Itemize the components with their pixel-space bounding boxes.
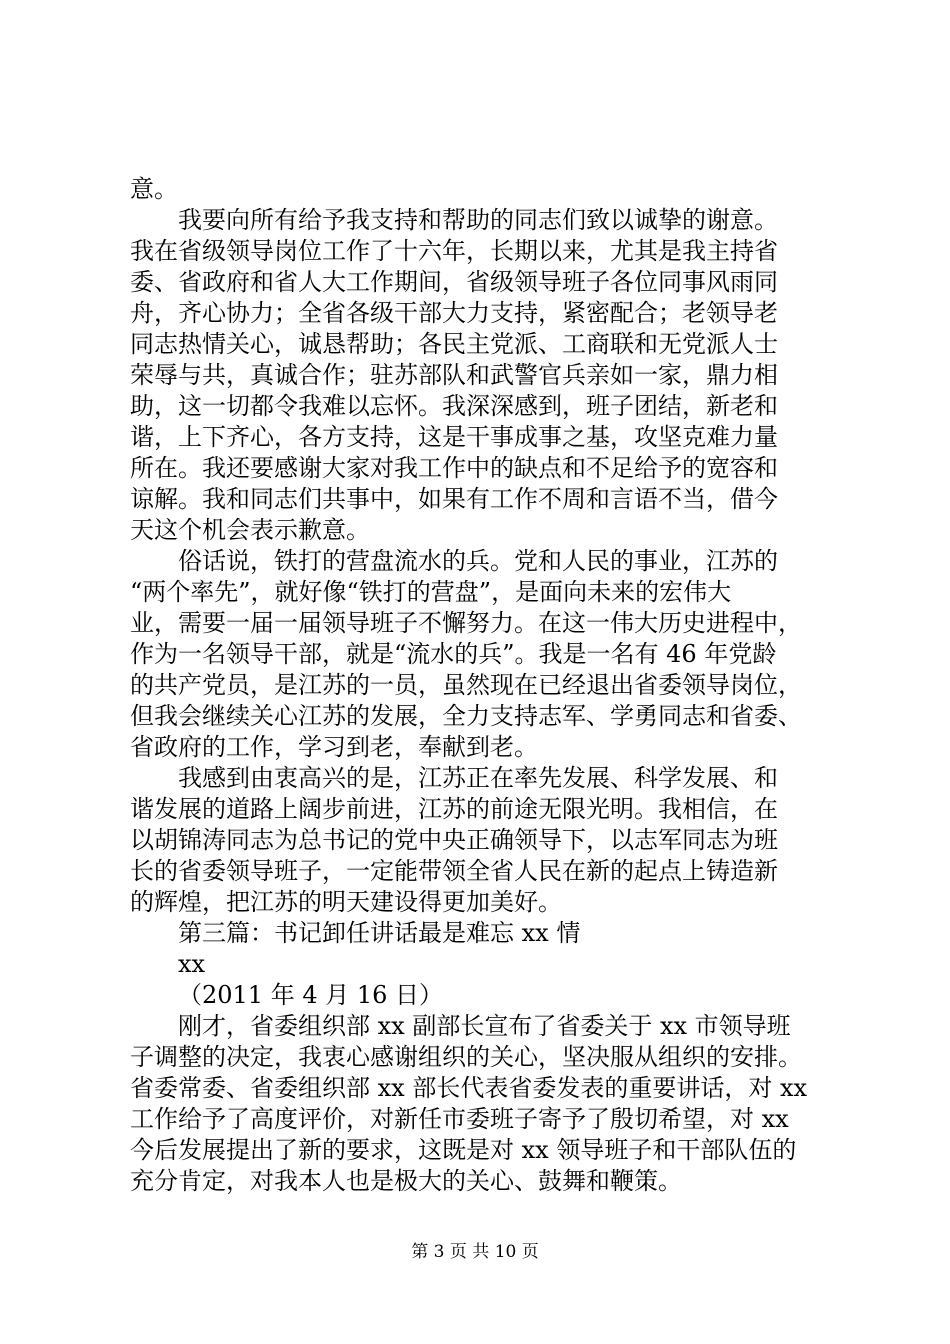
speaker-name: xx [178, 950, 206, 978]
text-line: 的共产党员，是江苏的一员，虽然现在已经退出省委领导岗位， [130, 671, 802, 699]
text-line: 长的省委领导班子，一定能带领全省人民在新的起点上铸造新 [130, 857, 778, 885]
text-line: 但我会继续关心江苏的发展，全力支持志军、学勇同志和省委、 [130, 702, 802, 730]
text-line: 所在。我还要感谢大家对我工作中的缺点和不足给予的宽容和 [130, 454, 778, 482]
text-line: 的辉煌，把江苏的明天建设得更加美好。 [130, 888, 562, 916]
text-line: 谅解。我和同志们共事中，如果有工作不周和言语不当，借今 [130, 485, 778, 513]
text-line: “两个率先”，就好像“铁打的营盘”，是面向未来的宏伟大 [130, 578, 732, 606]
text-line: 作为一名领导干部，就是“流水的兵”。我是一名有 46 年党龄 [130, 640, 777, 668]
text-line: 工作给予了高度评价，对新任市委班子寄予了殷切希望，对 xx [130, 1105, 789, 1133]
text-line: 舟，齐心协力；全省各级干部大力支持，紧密配合；老领导老 [130, 299, 778, 327]
text-line: 意。 [130, 175, 178, 203]
paragraph-start: 俗话说，铁打的营盘流水的兵。党和人民的事业，江苏的 [178, 547, 778, 575]
text-line: 充分肯定，对我本人也是极大的关心、鼓舞和鞭策。 [130, 1167, 682, 1195]
text-line: 天这个机会表示歉意。 [130, 516, 370, 544]
document-body [130, 174, 850, 1197]
text-line: 同志热情关心，诚恳帮助；各民主党派、工商联和无党派人士 [130, 330, 778, 358]
page-footer: 第 3 页 共 10 页 [411, 1242, 539, 1262]
paragraph-start: 我感到由衷高兴的是，江苏正在率先发展、科学发展、和 [178, 764, 778, 792]
text-line: 助，这一切都令我难以忘怀。我深深感到，班子团结，新老和 [130, 392, 778, 420]
text-line: 省政府的工作，学习到老，奉献到老。 [130, 733, 538, 761]
text-line: 今后发展提出了新的要求，这既是对 xx 领导班子和干部队伍的 [130, 1136, 797, 1164]
speech-date: （2011 年 4 月 16 日） [178, 981, 444, 1009]
text-line: 我在省级领导岗位工作了十六年，长期以来，尤其是我主持省 [130, 237, 778, 265]
section-heading: 第三篇：书记卸任讲话最是难忘 xx 情 [178, 919, 581, 947]
text-line: 子调整的决定，我衷心感谢组织的关心，坚决服从组织的安排。 [130, 1043, 802, 1071]
text-line: 谐，上下齐心，各方支持，这是干事成事之基，攻坚克难力量 [130, 423, 778, 451]
text-line: 谐发展的道路上阔步前进，江苏的前途无限光明。我相信，在 [130, 795, 778, 823]
text-line: 以胡锦涛同志为总书记的党中央正确领导下，以志军同志为班 [130, 826, 778, 854]
text-line: 荣辱与共，真诚合作；驻苏部队和武警官兵亲如一家，鼎力相 [130, 361, 778, 389]
text-line: 省委常委、省委组织部 xx 部长代表省委发表的重要讲话，对 xx [130, 1074, 808, 1102]
paragraph-start: 我要向所有给予我支持和帮助的同志们致以诚挚的谢意。 [178, 206, 778, 234]
text-line: 委、省政府和省人大工作期间，省级领导班子各位同事风雨同 [130, 268, 778, 296]
text-line: 业，需要一届一届领导班子不懈努力。在这一伟大历史进程中， [130, 609, 802, 637]
paragraph-start: 刚才，省委组织部 xx 副部长宣布了省委关于 xx 市领导班 [178, 1012, 791, 1040]
